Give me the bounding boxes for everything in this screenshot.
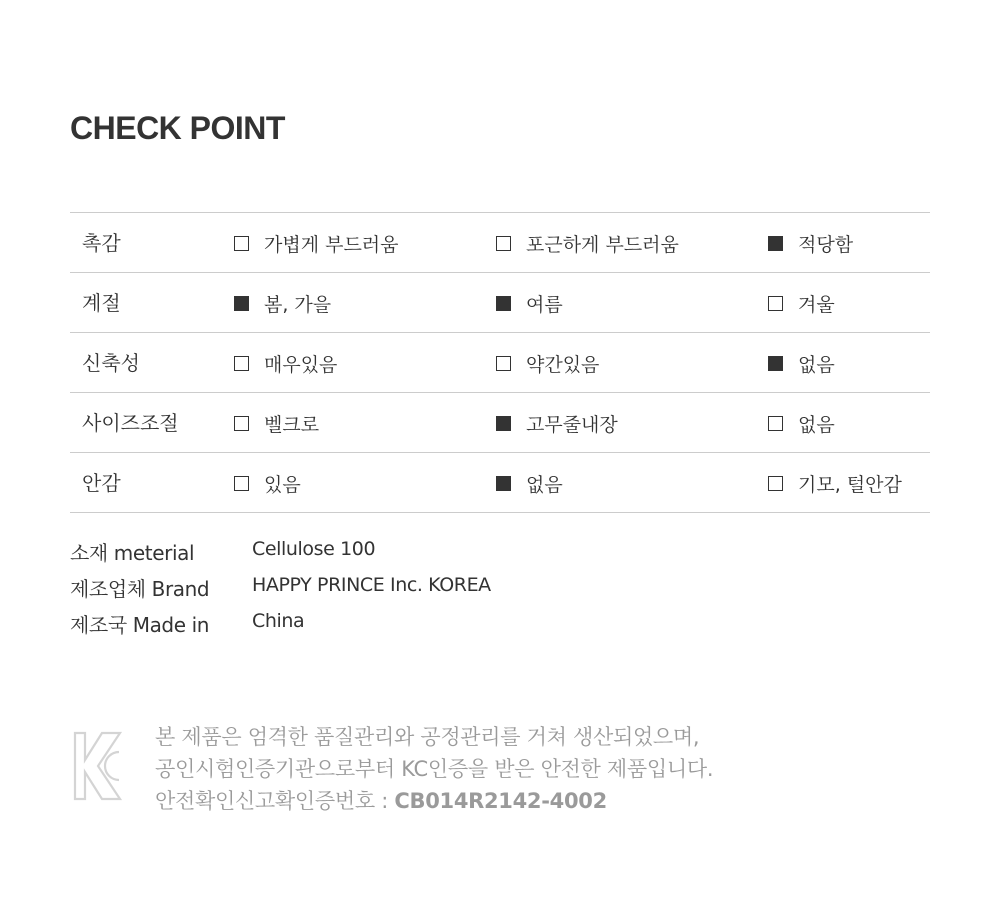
option xyxy=(768,393,835,453)
checkbox-checked-icon xyxy=(496,296,511,311)
page-title: CHECK POINT xyxy=(70,110,285,146)
checkbox-checked-icon xyxy=(768,236,783,251)
kc-cert-label: 안전확인신고확인증번호 : xyxy=(155,789,395,813)
option xyxy=(234,333,337,393)
row-label: 신축성 xyxy=(82,351,140,375)
checkbox-checked-icon xyxy=(234,296,249,311)
spec-value: HAPPY PRINCE Inc. KOREA xyxy=(252,574,491,596)
kc-notice-line: 공인시험인증기관으로부터 KC인증을 받은 안전한 제품입니다. xyxy=(155,757,714,781)
option-label: 있음 xyxy=(264,473,301,496)
row-label: 계절 xyxy=(82,291,121,315)
spec-value: Cellulose 100 xyxy=(252,538,376,560)
spec-key: 제조국 Made in xyxy=(70,613,210,637)
kc-cert-number: CB014R2142-4002 xyxy=(394,789,607,813)
spec-row-material xyxy=(70,537,670,573)
checkbox-empty-icon xyxy=(234,476,249,491)
option-label: 적당함 xyxy=(798,233,854,256)
option xyxy=(768,333,835,393)
option-label: 없음 xyxy=(798,413,835,436)
checkbox-empty-icon xyxy=(768,416,783,431)
spec-value: China xyxy=(252,610,305,632)
option-label: 매우있음 xyxy=(264,353,338,376)
checkbox-empty-icon xyxy=(234,416,249,431)
option xyxy=(768,453,902,513)
kc-mark-icon xyxy=(72,730,124,802)
check-row-touch xyxy=(70,213,930,273)
option xyxy=(496,333,599,393)
checkbox-checked-icon xyxy=(768,356,783,371)
kc-certification-notice xyxy=(155,721,713,817)
option-label: 여름 xyxy=(526,293,563,316)
option-label: 고무줄내장 xyxy=(526,413,618,436)
check-row-lining xyxy=(70,453,930,513)
option xyxy=(496,273,563,333)
option xyxy=(768,273,835,333)
check-row-season xyxy=(70,273,930,333)
option xyxy=(234,273,331,333)
spec-key: 소재 meterial xyxy=(70,541,195,565)
option-label: 없음 xyxy=(798,353,835,376)
row-label: 안감 xyxy=(82,471,121,495)
checkbox-empty-icon xyxy=(768,296,783,311)
checkbox-empty-icon xyxy=(496,356,511,371)
row-label: 사이즈조절 xyxy=(82,411,179,435)
checkbox-checked-icon xyxy=(496,416,511,431)
option-label: 약간있음 xyxy=(526,353,600,376)
spec-row-origin xyxy=(70,609,670,645)
option-label: 기모, 털안감 xyxy=(798,473,902,496)
checkbox-empty-icon xyxy=(234,356,249,371)
kc-cert-line xyxy=(155,785,713,817)
option-label: 없음 xyxy=(526,473,563,496)
checkbox-empty-icon xyxy=(768,476,783,491)
product-specs xyxy=(70,537,670,645)
kc-notice-line: 본 제품은 엄격한 품질관리와 공정관리를 거쳐 생산되었으며, xyxy=(155,725,700,749)
check-row-stretch xyxy=(70,333,930,393)
option-label: 가볍게 부드러움 xyxy=(264,233,399,256)
option xyxy=(234,393,319,453)
option xyxy=(496,213,679,273)
option-label: 봄, 가을 xyxy=(264,293,332,316)
checkbox-checked-icon xyxy=(496,476,511,491)
option xyxy=(496,393,618,453)
option xyxy=(234,453,301,513)
checkbox-empty-icon xyxy=(496,236,511,251)
option xyxy=(768,213,853,273)
check-point-table xyxy=(70,212,930,513)
option-label: 겨울 xyxy=(798,293,835,316)
spec-key: 제조업체 Brand xyxy=(70,577,210,601)
spec-row-brand xyxy=(70,573,670,609)
row-label: 촉감 xyxy=(82,231,121,255)
option-label: 포근하게 부드러움 xyxy=(526,233,679,256)
option xyxy=(496,453,563,513)
option xyxy=(234,213,399,273)
check-row-size-adjust xyxy=(70,393,930,453)
checkbox-empty-icon xyxy=(234,236,249,251)
option-label: 벨크로 xyxy=(264,413,320,436)
